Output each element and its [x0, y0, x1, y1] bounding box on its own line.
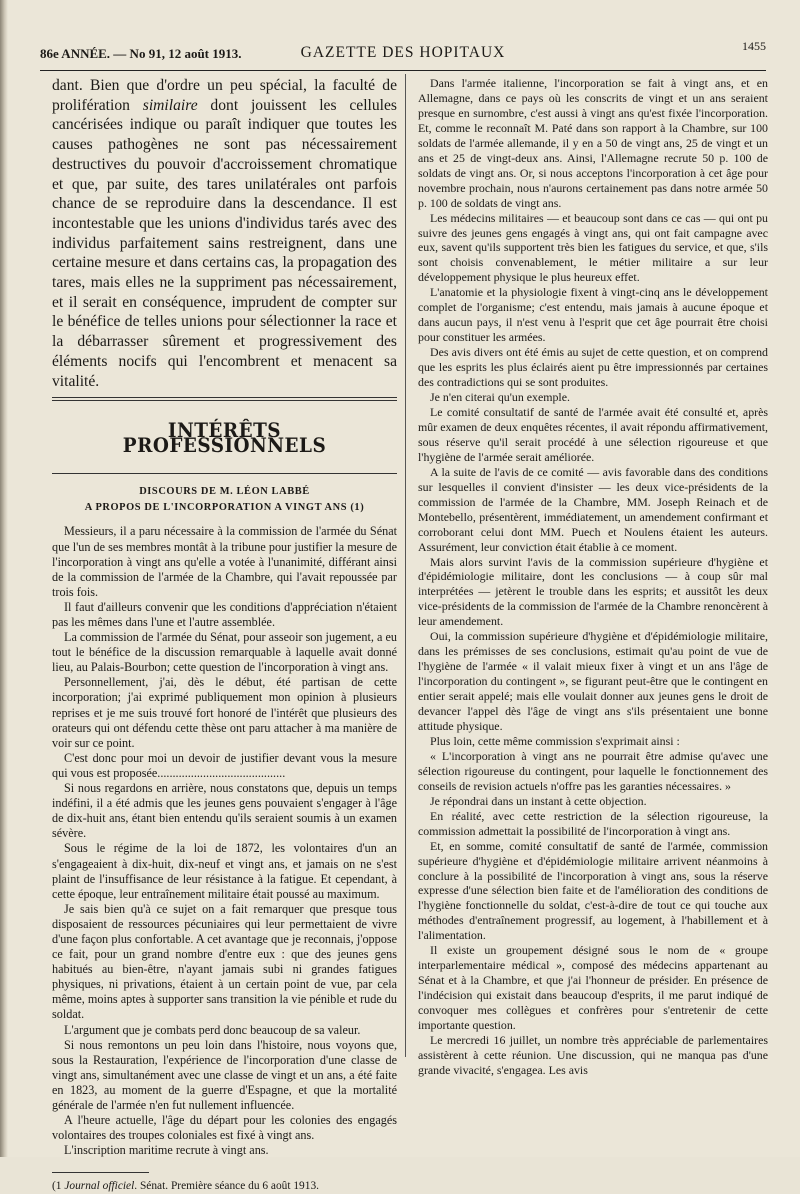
paragraph: Je répondrai dans un instant à cette objection. — [430, 793, 647, 808]
paragraph: Je n'en citerai qu'un exemple. — [430, 390, 570, 405]
paragraph: En réalité, avec cette restriction de la sélection rigoureuse, la commission admettait la possibilité de l'incorporation à vingt ans. — [418, 808, 768, 838]
paragraph: Si nous regardons en arrière, nous constatons que, depuis un temps indéfini, il a été admis que les jeunes gens pouvaient s'engager à l'âge de dix-huit ans, étant bien entendu qu'ils seraient soumis à un examen sévère. — [52, 781, 397, 841]
paragraph: Et, en somme, comité consultatif de santé de l'armée, commission supérieure d'hygiène et d'épidémiologie militaire arrivent néanmoins à conclure à la possibilité de l'incorporation à vingt ans, sous la réserve expresse d'une sélection bien faite et de l'amélioration des conditions de l'hygiène fonctionnelle du soldat, c'est-à-dire de tout ce qui touche aux méthodes d'entraînement progressif, au logement, à l'habillement et à l'alimentation. — [418, 838, 768, 943]
page-number: 1455 — [742, 39, 766, 53]
paragraph: Oui, la commission supérieure d'hygiène et d'épidémiologie militaire, dans les prémisses de ses conclusions, estimait qu'au point de vue de l'hygiène de l'armée « il valait mieux fixer à vingt et un ans l'âge de l'incorporation du contingent », se figurant peut-être que le contingent en entier serait appelé; mais elle voulait donner aux jeunes gens le droit de devancer l'appel dès l'âge de vingt ans s'ils présentaient une bonne attitude physique. — [418, 629, 768, 733]
paragraph: Il existe un groupement désigné sous le nom de « groupe interparlementaire médical », composé des médecins appartenant au Sénat et à la Chambre, et que j'ai l'honneur de présider. En présence de l'indécision qui existait dans beaucoup d'esprits, il me parut indiqué de convoquer mes collègues et confrères pour s'entretenir de cette importante question. — [418, 943, 768, 1033]
paragraph: Si nous remontons un peu loin dans l'histoire, nous voyons que, sous la Restauration, l'expérience de l'incorporation d'une classe de vingt ans, simultanément avec une classe de vingt et un ans, a été faite en 1823, au moment de la guerre d'Espagne, et que la mortalité générale de l'armée n'en fut nullement influencée. — [52, 1037, 397, 1112]
left-column — [52, 76, 397, 1194]
paragraph: Dans l'armée italienne, l'incorporation se fait à vingt ans, et en Allemagne, dans ce pays où les conscrits de vingt et un ans seraient presque en surnombre, c'est aussi à vingt ans qu'est fixée l'incorporation. Et, comme le reconnaît M. Paté dans son rapport à la Chambre, sur 100 soldats de l'armée allemande, il y en a 50 de vingt ans, 25 de vingt et un ans et 25 de vingt-deux ans. Ainsi, l'Allemagne recrute 50 p. 100 de soldats de vingt ans. Or, si nous acceptons l'incorporation à cet âge pour novembre prochain, nous n'aurons certainement pas dans notre armée 50 p. 100 de soldats de vingt ans. — [418, 76, 768, 210]
paragraph: A la suite de l'avis de ce comité — avis favorable dans des conditions sur lesquelles il convient d'insister — les deux vice-présidents de la commission de l'armée de la Chambre, MM. Joseph Reinach et de Montebello, présentèrent, immédiatement, un amendement confirmant et corroborant celui dont MM. Puech et Noulens étaient les auteurs. Assurément, leur conviction était établie à ce moment. — [418, 464, 768, 554]
paragraph: Les médecins militaires — et beaucoup sont dans ce cas — qui ont pu suivre des jeunes gens engagés à vingt ans, qui ont fait campagne avec eux, savent qu'ils supportent très bien les fatigues du service, et que, s'ils sont choisis convenablement, le métier militaire a sur leur développement physique le plus heureux effet. — [418, 210, 768, 285]
paragraph: Sous le régime de la loi de 1872, les volontaires d'un an s'engageaient à dix-huit, dix-neuf et vingt ans, et jamais on ne s'est plaint de l'insuffisance de leur résistance à la fatigue. Et cependant, à cette époque, leur entraînement militaire était poussé au maximum. — [52, 841, 397, 901]
page-header — [40, 38, 766, 68]
header-rule — [40, 70, 766, 71]
paragraph: L'inscription maritime recrute à vingt ans. — [64, 1143, 269, 1158]
issue-info: 86e ANNÉE. — No 91, 12 août 1913. — [40, 46, 242, 61]
paragraph: Le mercredi 16 juillet, un nombre très appréciable de parlementaires assistèrent à cette réunion. Une discussion, qui ne manqua pas d'une grande vivacité, s'engagea. Les avis — [418, 1033, 768, 1077]
paragraph: Messieurs, il a paru nécessaire à la commission de l'armée du Sénat que l'un de ses membres montât à la tribune pour justifier la mesure de l'incorporation à vingt ans qu'elle a votée à l'unanimité, différant ainsi de la commission de l'armée de la Chambre, qui l'avait repoussée par trois fois. — [52, 524, 397, 599]
paragraph: Je sais bien qu'à ce sujet on a fait remarquer que presque tous disposaient de ressources pécuniaires qui leur permettaient de vivre d'une façon plus confortable. A cet avantage que je reconnais, j'oppose ce fait, pour un grand nombre d'entre eux : que des jeunes gens habitués au bien-être, n'ayant jamais subi ni grandes fatigues physiques, ni privations, étaient à un certain point de vue, par cela même, moins aptes à supporter sans transition la vie pénible et rude du soldat. — [52, 901, 397, 1022]
footnote: (1 Journal officiel. Sénat. Première séance du 6 août 1913. — [52, 1180, 319, 1193]
paragraph: Il faut d'ailleurs convenir que les conditions d'appréciation n'étaient pas les mêmes dans l'une et l'autre assemblée. — [52, 599, 397, 629]
paragraph: « L'incorporation à vingt ans ne pourrait être admise qu'avec une sélection rigoureuse du contingent, pour laquelle le fonctionnement des conseils de revision actuels n'offre pas les garanties nécessaires. » — [418, 748, 768, 793]
paragraph: Personnellement, j'ai, dès le début, été partisan de cette incorporation; j'ai exprimé publiquement mon opinion à plusieurs reprises et je me suis trouvé fort honoré de l'intérêt que plusieurs des orateurs qui ont défendu cette thèse ont paru attacher à ma manière de voir sur ce point. — [52, 675, 397, 750]
column-divider — [405, 74, 406, 1057]
paragraph: Plus loin, cette même commission s'exprimait ainsi : — [430, 733, 680, 748]
paragraph: La commission de l'armée du Sénat, pour asseoir son jugement, a eu tout le bénéfice de la discussion remarquable à laquelle avait donné lieu, au Palais-Bourbon; cette question de l'incorporation à vingt ans. — [52, 630, 397, 675]
paragraph: A l'heure actuelle, l'âge du départ pour les colonies des engagés volontaires des troupes coloniales est fixé à vingt ans. — [52, 1113, 397, 1143]
paragraph: Le comité consultatif de santé de l'armée avait été consulté et, après mûr examen de deux enquêtes récentes, il avait répondu affirmativement, sous réserve qu'il serait procédé à une sélection rigoureuse et que l'hygiène de l'armée serait améliorée. — [418, 404, 768, 464]
section-title: INTÉRÊTS PROFESSIONNELS — [122, 418, 327, 458]
journal-title: GAZETTE DES HOPITAUX — [300, 44, 506, 61]
left-body — [52, 524, 397, 1158]
lead-paragraph: dant. Bien que d'ordre un peu spécial, la faculté de prolifération similaire dont jouissent les cellules cancérisées indique ou paraît indiquer que toutes les causes pathogènes ne sont pas nécessairement destructives du pouvoir d'accroissement chromatique et que, par suite, des tares unilatérales ont parfois chance de se reproduire dans la descendance. Il est incontestable que les unions d'individus tarés avec des individus parfaitement sains restreignent, dans une certaine mesure et dans certains cas, la propagation des tares, mais elles ne la suppriment pas nécessairement, et il serait en conséquence, imprudent de compter sur le bénéfice de telles unions pour sélectionner la race et la débarrasser sûrement et progressivement des éléments nocifs qui l'encombrent et menacent sa vitalité. — [52, 77, 397, 390]
footnote-rule — [52, 1172, 149, 1173]
page-spine — [0, 0, 8, 1157]
section-rule — [52, 397, 397, 401]
title-rule — [52, 473, 397, 474]
paragraph: C'est donc pour moi un devoir de justifier devant vous la mesure qui vous est proposée.......................................... — [52, 750, 397, 780]
speech-title: DISCOURS DE M. LÉON LABBÉ A PROPOS DE L'INCORPORATION A VINGT ANS (1) — [84, 486, 365, 514]
paragraph: Mais alors survint l'avis de la commission supérieure d'hygiène et d'épidémiologie militaire, dont les conclusions — à coup sûr mal interprétées — jetèrent le trouble dans les esprits; et aussitôt les deux vice-présidents de la commission de l'armée de la Chambre renoncèrent à leur amendement. — [418, 554, 768, 629]
paragraph: Des avis divers ont été émis au sujet de cette question, et on comprend que les esprits les plus éclairés aient pu être impressionnés par certaines des contradictions qui se sont produites. — [418, 345, 768, 390]
paragraph: L'argument que je combats perd donc beaucoup de sa valeur. — [64, 1022, 361, 1037]
paragraph: L'anatomie et la physiologie fixent à vingt-cinq ans le développement complet de l'organisme; c'est entendu, mais jamais à aucune époque et dans aucun pays, il n'est venu à l'esprit que cet âge pourrait être choisi pour constituer les armées. — [418, 285, 768, 345]
right-column — [418, 76, 768, 1078]
